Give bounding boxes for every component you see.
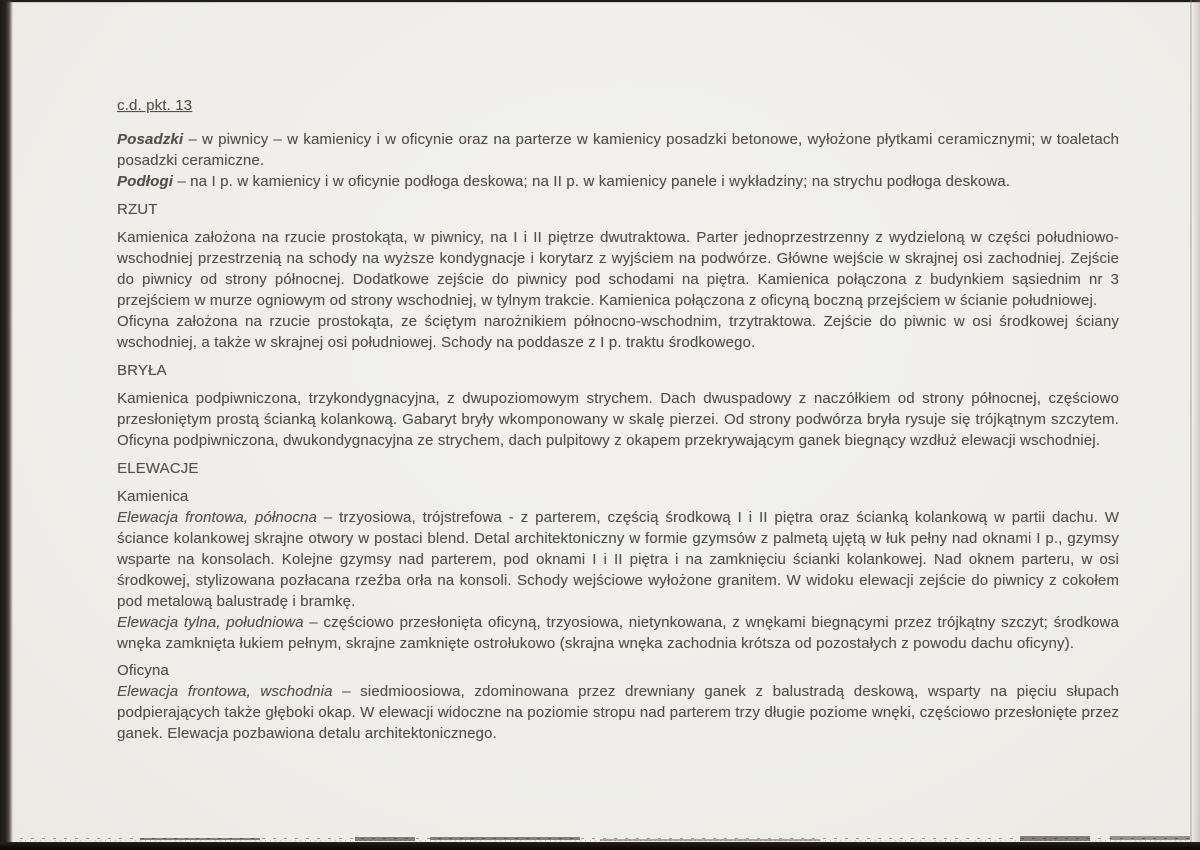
elewacja-tylna-poludniowa-text: – częściowo przesłonięta oficyną, trzyosiowa, nietynkowana, z wnękami biegnącymi przez trójkątny szczyt; środkowa wnęka zamknięta łukiem pełnym, skrajne zamknięte ostrołukowo (skrajna wnęka zachodnia krótsza od pozostałych z powodu dachu oficyny). [117, 614, 1119, 652]
elewacja-frontowa-wschodnia-text: – siedmioosiowa, zdominowana przez drewniany ganek z balustradą deskową, wsparty na pięciu słupach podpierających także głęboki okap. W elewacji widoczne na poziomie stropu nad parterem trzy długie poziome wnęki, częściowo przesłonięte przez ganek. Elewacja pozbawiona detalu architektonicznego. [117, 683, 1119, 742]
paper-sheet [7, 2, 1200, 843]
scan-edge-right-shade [1192, 0, 1200, 850]
section-heading-rzut: RZUT [117, 201, 158, 218]
podlogi-text: – na I p. w kamienicy i w oficynie podłoga deskowa; na II p. w kamienicy panele i wykładziny; na strychu podłoga deskowa. [173, 173, 1011, 190]
scan-noise-patch [1110, 836, 1190, 840]
elewacja-frontowa-wschodnia-lead: Elewacja frontowa, wschodnia [117, 683, 333, 700]
scan-noise-patch [355, 837, 415, 841]
subheading-kamienica: Kamienica [117, 488, 189, 505]
posadzki-text: – w piwnicy – w kamienicy i w oficynie oraz na parterze w kamienicy posadzki betonowe, wyłożone płytkami ceramicznymi; w toaletach posadzki ceramiczne. [117, 131, 1119, 169]
elewacja-frontowa-polnocna-paragraph [117, 507, 1119, 612]
bryla-paragraph: Kamienica podpiwniczona, trzykondygnacyjna, z dwupoziomowym strychem. Dach dwuspadowy z naczółkiem od strony północnej, częściowo przesłoniętym prostą ścianką kolankową. Gabaryt bryły wkomponowany w skalę pierzei. Od strony podwórza bryła rysuje się trójkątnym szczytem. Oficyna podpiwniczona, dwukondygnacyjna ze strychem, dach pulpitowy z okapem przekrywającym ganek biegnący wzdłuż elewacji wschodniej. [117, 390, 1119, 449]
elewacja-tylna-poludniowa-lead: Elewacja tylna, południowa [117, 614, 304, 631]
rzut-paragraph-kamienica: Kamienica założona na rzucie prostokąta, w piwnicy, na I i II piętrze dwutraktowa. Parter jednoprzestrzenny z wydzieloną w części południowo-wschodniej przestrzenią na schody na wyższe kondygnacje i korytarz z wyjściem na podwórze. Główne wejście w skrajnej osi zachodniej. Zejście do piwnicy od strony północnej. Dodatkowe zejście do piwnicy pod schodami na piętra. Kamienica połączona z budynkiem sąsiednim nr 3 przejściem w murze ogniowym od strony wschodniej, w tylnym trakcie. Kamienica połączona z oficyną boczną przejściem w ścianie południowej. [117, 229, 1119, 309]
scan-edge-left [0, 0, 13, 850]
scan-noise-patch [1020, 836, 1090, 841]
scan-fold-line-right [1190, 0, 1192, 850]
scan-noise-patch [430, 837, 580, 840]
elewacja-frontowa-polnocna-lead: Elewacja frontowa, północna [117, 509, 317, 526]
scan-edge-bottom [0, 842, 1200, 850]
document-content [117, 95, 1119, 744]
elewacja-frontowa-polnocna-text: – trzyosiowa, trójstrefowa - z parterem, częścią środkową I i II piętra oraz ścianką kolankową w partii dachu. W ściance kolankowej skrajne otwory w postaci blend. Detal architektoniczny w formie gzymsów z palmetą ujętą w łuk pełny nad oknami I p., gzymsy wsparte na konsolach. Kolejne gzymsy nad parterem, pod oknami I i II piętra i na zamknięciu ścianki kolankowej. Nad oknem parteru, w osi środkowej, stylizowana pozłacana rzeźba orła na konsoli. Schody wejściowe wyłożone granitem. W widoku elewacji zejście do piwnicy z cokołem pod metalową balustradę i bramkę. [117, 509, 1120, 610]
subheading-oficyna: Oficyna [117, 662, 169, 679]
posadzki-line [117, 129, 1119, 171]
section-heading-elewacje: ELEWACJE [117, 460, 199, 477]
section-heading-bryla: BRYŁA [117, 362, 167, 379]
podlogi-line [117, 171, 1119, 192]
scan-noise-patch [140, 838, 260, 840]
elewacja-tylna-poludniowa-paragraph [117, 612, 1119, 654]
continuation-heading: c.d. pkt. 13 [117, 97, 193, 114]
podlogi-lead: Podłogi [117, 173, 174, 190]
elewacja-frontowa-wschodnia-paragraph [117, 681, 1119, 744]
scan-noise-patch [600, 839, 820, 841]
rzut-paragraph-oficyna: Oficyna założona na rzucie prostokąta, ze ściętym narożnikiem północno-wschodnim, trzytraktowa. Zejście do piwnic w osi środkowej ściany wschodniej, a także w skrajnej osi południowej. Schody na poddasze z I p. traktu środkowego. [117, 313, 1119, 351]
posadzki-lead: Posadzki [117, 131, 184, 148]
scan-edge-top [0, 0, 1200, 3]
floors-paragraph [117, 129, 1119, 192]
